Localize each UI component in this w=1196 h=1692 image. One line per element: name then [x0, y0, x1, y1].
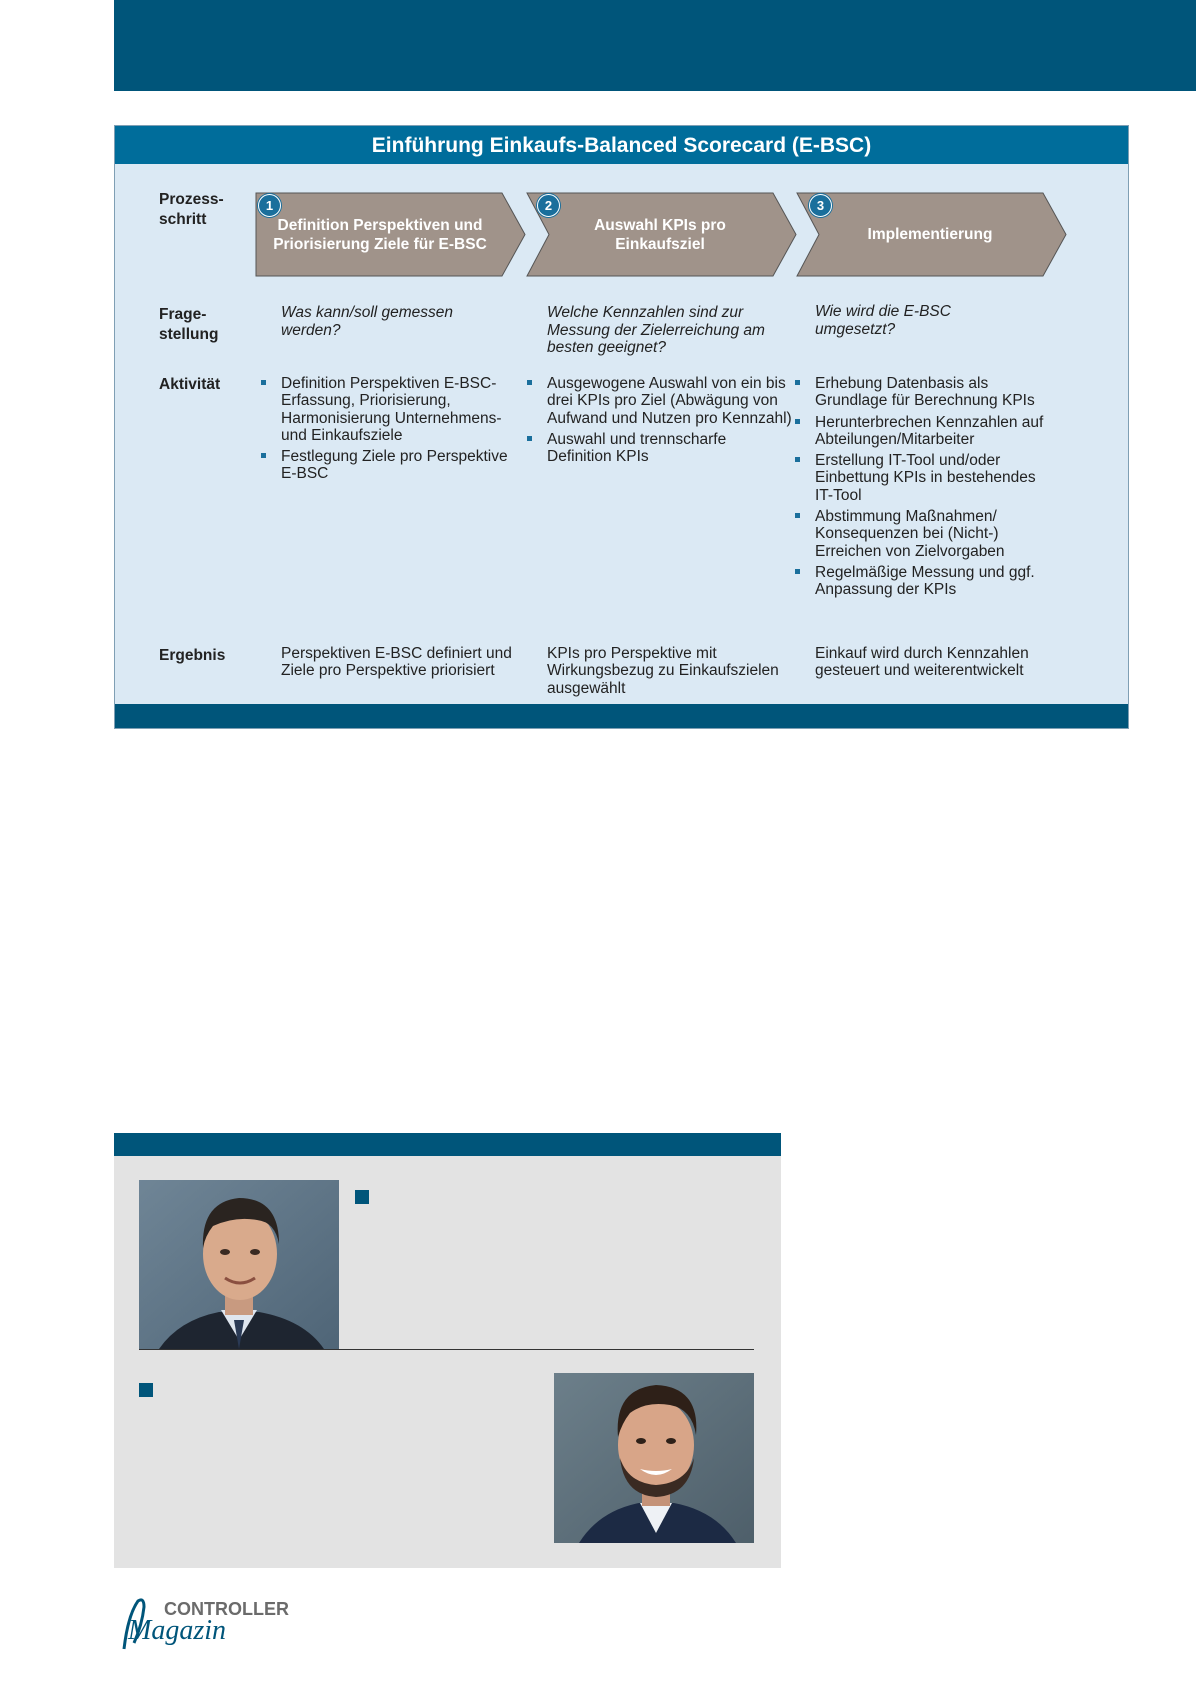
activity-item: Festlegung Ziele pro Perspektive E-BSC — [281, 448, 526, 483]
figure-footer-band — [115, 704, 1128, 728]
activity-item: Auswahl und trennscharfe Definition KPIs — [547, 431, 792, 466]
square-icon — [355, 1190, 369, 1204]
result-step-3: Einkauf wird durch Kennzahlen gesteuert und weiterentwickelt — [815, 645, 1029, 680]
row-label-frage: Frage- stellung — [159, 306, 219, 343]
row-label-prozess: Prozess- schritt — [159, 191, 224, 228]
activity-item: Erstellung IT-Tool und/oder Einbettung KPIs in bestehendes IT-Tool — [815, 452, 1055, 504]
result-step-1: Perspektiven E-BSC definiert und Ziele pro Perspektive priorisiert — [281, 645, 512, 680]
question-step-1: Was kann/soll gemessen werden? — [281, 304, 454, 339]
step-number-badge-1: 1 — [258, 194, 281, 217]
square-bullet-icon — [795, 457, 800, 462]
top-banner — [114, 0, 1196, 91]
activity-item: Definition Perspektiven E-BSC-Erfassung, Priorisierung, Harmonisierung Unternehmens- und Einkaufsziele — [281, 375, 526, 444]
figure-title: Einführung Einkaufs-Balanced Scorecard (E-BSC) — [115, 126, 1128, 164]
square-bullet-icon — [795, 380, 800, 385]
activity-list-step-2 — [547, 375, 792, 469]
square-bullet-icon — [261, 380, 266, 385]
step-number-badge-3: 3 — [809, 194, 832, 217]
logo-script: Magazin — [128, 1615, 226, 1646]
author-box — [114, 1133, 781, 1568]
process-step-1-title: Definition Perspektiven und Priorisierung Ziele für E-BSC — [273, 216, 487, 253]
process-step-2 — [527, 192, 797, 277]
process-step-2-title: Auswahl KPIs pro Einkaufsziel — [594, 216, 726, 253]
divider-line — [139, 1349, 754, 1350]
process-step-3 — [797, 192, 1067, 277]
activity-list-step-1 — [281, 375, 526, 487]
figure-e-bsc — [114, 125, 1129, 729]
square-bullet-icon — [795, 419, 800, 424]
activity-item: Herunterbrechen Kennzahlen auf Abteilungen/Mitarbeiter — [815, 414, 1055, 449]
process-step-3-title: Implementierung — [867, 226, 993, 243]
controller-magazin-logo — [114, 1595, 289, 1653]
question-step-2: Welche Kennzahlen sind zur Messung der Zielerreichung am besten geeignet? — [547, 304, 765, 356]
activity-item: Regelmäßige Messung und ggf. Anpassung der KPIs — [815, 564, 1055, 599]
process-step-1 — [256, 192, 526, 277]
square-bullet-icon — [527, 380, 532, 385]
result-step-2: KPIs pro Perspektive mit Wirkungsbezug zu Einkaufszielen ausgewählt — [547, 645, 779, 697]
square-bullet-icon — [261, 453, 266, 458]
square-icon — [139, 1383, 153, 1397]
square-bullet-icon — [795, 569, 800, 574]
square-bullet-icon — [527, 436, 532, 441]
row-label-ergebnis: Ergebnis — [159, 647, 226, 664]
step-number-badge-2: 2 — [537, 194, 560, 217]
activity-item: Ausgewogene Auswahl von ein bis drei KPIs pro Ziel (Abwägung von Aufwand und Nutzen pro Kennzahl) — [547, 375, 792, 427]
square-bullet-icon — [795, 513, 800, 518]
question-step-3: Wie wird die E-BSC umgesetzt? — [815, 303, 951, 338]
activity-item: Erhebung Datenbasis als Grundlage für Berechnung KPIs — [815, 375, 1055, 410]
author-box-header — [114, 1133, 781, 1156]
row-label-aktivitaet: Aktivität — [159, 376, 221, 393]
author-photo-1 — [139, 1180, 339, 1349]
activity-list-step-3 — [815, 375, 1055, 603]
logo-word: CONTROLLER — [164, 1599, 289, 1619]
activity-item: Abstimmung Maßnahmen/ Konsequenzen bei (Nicht-) Erreichen von Zielvorgaben — [815, 508, 1055, 560]
author-photo-2 — [554, 1373, 754, 1543]
